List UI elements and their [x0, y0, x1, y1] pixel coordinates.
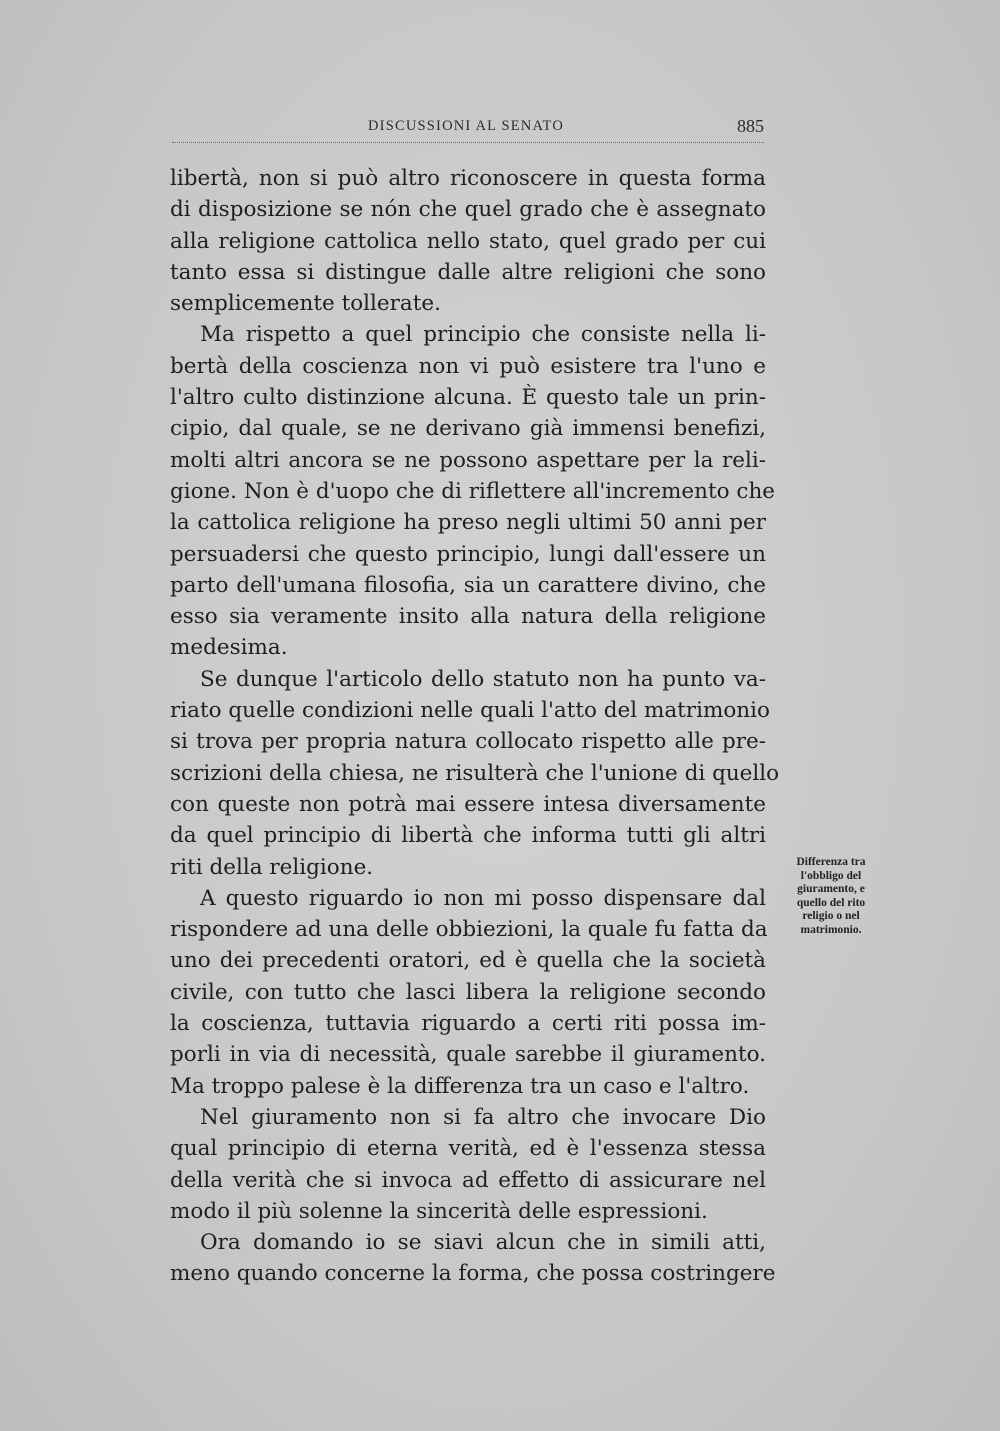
text-line: libertà, non si può altro riconoscere in questa forma: [170, 166, 766, 191]
text-line: uno dei precedenti oratori, ed è quella che la società: [170, 948, 766, 974]
margin-note-line: quello del rito: [796, 896, 866, 909]
text-line: esso sia veramente insito alla natura della religione: [170, 604, 766, 630]
text-line: Ma troppo palese è la differenza tra un caso e l'altro.: [170, 1073, 750, 1099]
text-line: da quel principio di libertà che informa tutti gli altri: [170, 823, 766, 849]
text-line: qual principio di eterna verità, ed è l'essenza stessa: [170, 1136, 766, 1162]
body-text: [170, 163, 780, 1290]
text-line: alla religione cattolica nello stato, quel grado per cui: [170, 228, 766, 254]
text-line: parto dell'umana filosofia, sia un carattere divino, che: [170, 572, 766, 598]
running-head: DISCUSSIONI AL SENATO: [368, 118, 564, 134]
text-line: Ma rispetto a quel principio che consiste nella li-: [200, 322, 766, 348]
text-line: scrizioni della chiesa, ne risulterà che l'unione di quello: [170, 760, 780, 786]
text-line: A questo riguardo io non mi posso dispensare dal: [200, 885, 766, 911]
text-line: bertà della coscienza non vi può esistere tra l'uno e: [170, 353, 766, 379]
text-line: medesima.: [170, 635, 288, 661]
text-line: della verità che si invoca ad effetto di assicurare nel: [170, 1167, 766, 1193]
text-line: porli in via di necessità, quale sarebbe il giuramento.: [170, 1042, 766, 1068]
text-line: molti altri ancora se ne possono aspettare per la reli-: [170, 447, 766, 473]
margin-note-line: l'obbligo del: [800, 869, 862, 882]
text-line: l'altro culto distinzione alcuna. È questo tale un prin-: [170, 385, 766, 411]
page-header: [172, 118, 764, 143]
text-line: gione. Non è d'uopo che di riflettere all'incremento che: [170, 478, 776, 504]
margin-note-line: matrimonio.: [800, 923, 862, 936]
text-line: si trova per propria natura collocato rispetto alle pre-: [170, 729, 766, 755]
text-line: la coscienza, tuttavia riguardo a certi riti possa im-: [170, 1011, 766, 1037]
text-line: civile, con tutto che lasci libera la religione secondo: [170, 979, 766, 1005]
text-line: persuadersi che questo principio, lungi dall'essere un: [170, 541, 766, 567]
text-line: Nel giuramento non si fa altro che invocare Dio: [200, 1104, 766, 1130]
text-line: cipio, dal quale, se ne derivano già immensi benefizi,: [170, 416, 766, 442]
margin-note-line: Differenza tra: [796, 856, 866, 868]
text-line: semplicemente tollerate.: [170, 291, 441, 317]
text-line: riato quelle condizioni nelle quali l'atto del matrimonio: [170, 698, 770, 724]
text-line: modo il più solenne la sincerità delle espressioni.: [170, 1198, 708, 1224]
page-number: 885: [737, 116, 764, 136]
margin-note-line: religio o nel: [802, 910, 860, 922]
text-line: con queste non potrà mai essere intesa diversamente: [170, 791, 766, 817]
text-line: di disposizione se nón che quel grado che è assegnato: [170, 197, 766, 223]
text-line: la cattolica religione ha preso negli ultimi 50 anni per: [170, 510, 766, 536]
text-line: meno quando concerne la forma, che possa costringere: [170, 1261, 776, 1287]
text-line: Ora domando io se siavi alcun che in simili atti,: [200, 1230, 766, 1256]
margin-note-line: giuramento, e: [797, 883, 865, 895]
margin-note: [778, 856, 884, 937]
text-line: tanto essa si distingue dalle altre religioni che sono: [170, 259, 766, 285]
text-line: Se dunque l'articolo dello statuto non ha punto va-: [200, 666, 766, 692]
text-line: riti della religione.: [170, 854, 374, 880]
text-line: rispondere ad una delle obbiezioni, la quale fu fatta da: [170, 917, 768, 943]
